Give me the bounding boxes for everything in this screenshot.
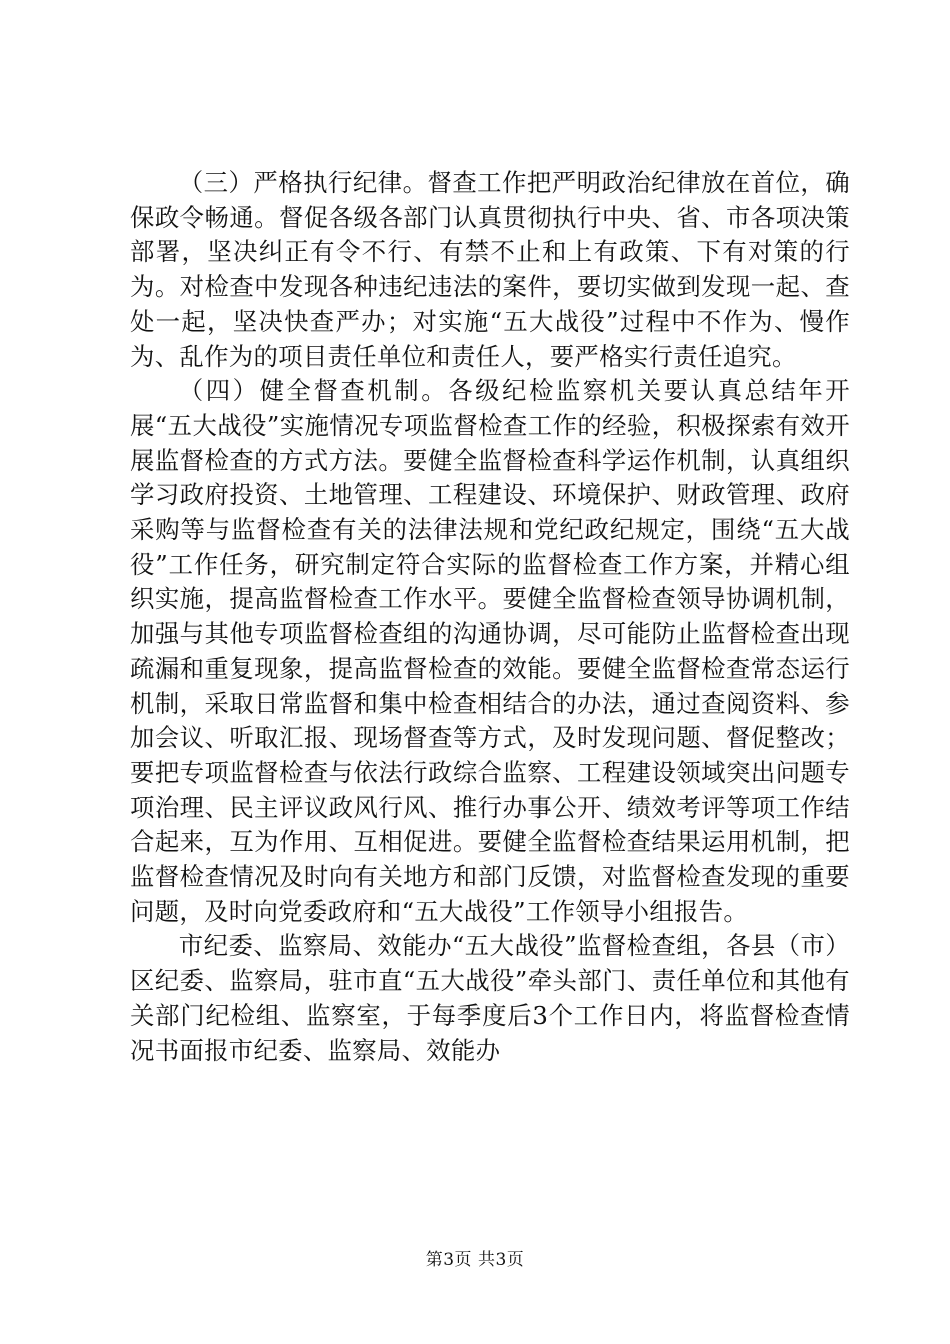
page-number: 第3页 共3页 xyxy=(425,1250,525,1270)
document-body xyxy=(130,166,850,1068)
paragraph-reporting: 市纪委、监察局、效能办“五大战役”监督检查组，各县（市）区纪委、监察局，驻市直“五大战役”牵头部门、责任单位和其他有关部门纪检组、监察室，于每季度后3个工作日内，将监督检查情况书面报市纪委、监察局、效能办 xyxy=(130,931,850,1065)
page-footer xyxy=(0,1245,950,1270)
paragraph-discipline: （三）严格执行纪律。督查工作把严明政治纪律放在首位，确保政令畅通。督促各级各部门认真贯彻执行中央、省、市各项决策部署，坚决纠正有令不行、有禁不止和上有政策、下有对策的行为。对检查中发现各种违纪违法的案件，要切实做到发现一起、查处一起，坚决快查严办；对实施“五大战役”过程中不作为、慢作为、乱作为的项目责任单位和责任人，要严格实行责任追究。 xyxy=(130,168,850,371)
paragraph-supervision-mechanism: （四）健全督查机制。各级纪检监察机关要认真总结年开展“五大战役”实施情况专项监督检查工作的经验，积极探索有效开展监督检查的方式方法。要健全监督检查科学运作机制，认真组织学习政府投资、土地管理、工程建设、环境保护、财政管理、政府采购等与监督检查有关的法律法规和党纪政纪规定，围绕“五大战役”工作任务，研究制定符合实际的监督检查工作方案，并精心组织实施，提高监督检查工作水平。要健全监督检查领导协调机制，加强与其他专项监督检查组的沟通协调，尽可能防止监督检查出现疏漏和重复现象，提高监督检查的效能。要健全监督检查常态运行机制，采取日常监督和集中检查相结合的办法，通过查阅资料、参加会议、听取汇报、现场督查等方式，及时发现问题、督促整改；要把专项监督检查与依法行政综合监察、工程建设领域突出问题专项治理、民主评议政风行风、推行办事公开、绩效考评等项工作结合起来，互为作用、互相促进。要健全监督检查结果运用机制，把监督检查情况及时向有关地方和部门反馈，对监督检查发现的重要问题，及时向党委政府和“五大战役”工作领导小组报告。 xyxy=(130,376,850,926)
